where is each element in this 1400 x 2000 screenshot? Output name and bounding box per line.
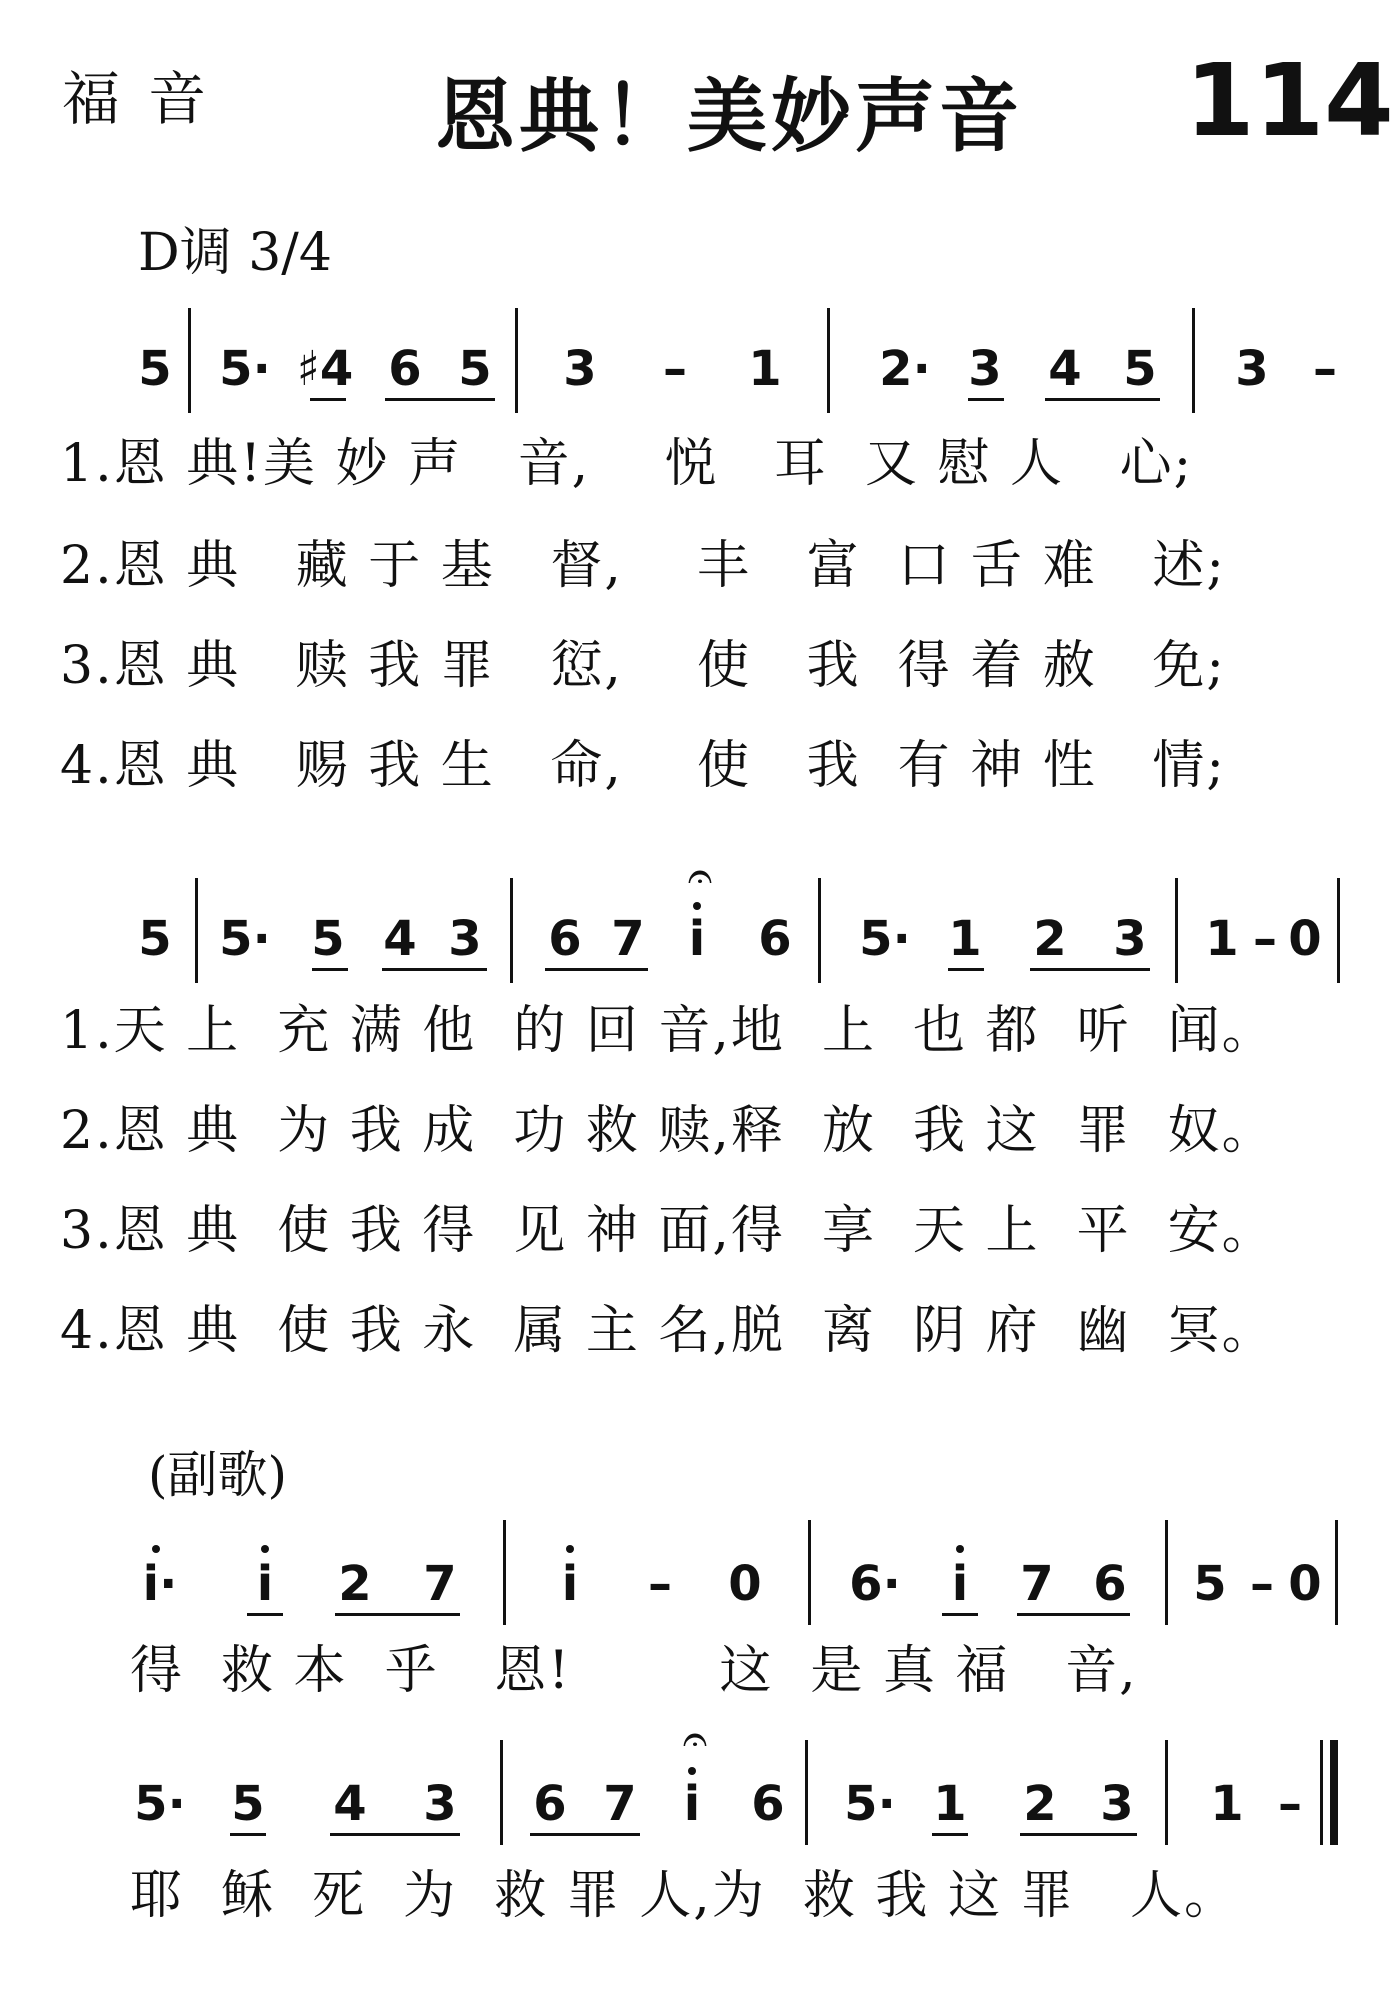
note-underline [1030,968,1150,971]
note-underline [1045,398,1160,401]
note: i [256,1556,274,1612]
high-octave-dot [693,902,701,910]
note: 6 [758,911,792,967]
note-underline [932,1833,968,1836]
bar-line [188,308,191,413]
note: – [1253,911,1277,967]
note: – [663,341,687,397]
lyric-line-1: 1.恩 典!美 妙 声 音, 悦 耳 又 慰 人 心; [60,434,1194,494]
note: 5· [844,1776,896,1832]
lyric-line-3: 3.恩 典 赎 我 罪 愆, 使 我 得 着 赦 免; [60,636,1226,696]
bar-line [1192,308,1195,413]
final-bar-line [1320,1740,1323,1845]
bar-line [818,878,821,983]
note: 1 [948,911,982,967]
note: 3 [448,911,482,967]
note: 3 [423,1776,457,1832]
note: 1 [748,341,782,397]
note-underline [1017,1613,1130,1616]
note-underline [545,968,648,971]
note: 4 [383,911,417,967]
note: 7 [1020,1556,1054,1612]
note: i [951,1556,969,1612]
hymn-title: 恩典！美妙声音 [435,70,1023,163]
hymn-number: 114 [1185,42,1394,159]
note: 1 [1205,911,1239,967]
lyric-line-2: 2.恩 典 藏 于 基 督, 丰 富 口 舌 难 述; [60,536,1226,596]
note: 6 [533,1776,567,1832]
note: i [561,1556,579,1612]
high-octave-dot [152,1545,160,1553]
note: ♯4 [296,341,354,397]
note: 6 [1093,1556,1127,1612]
note: 4 [333,1776,367,1832]
note: 6 [388,341,422,397]
note-underline [385,398,495,401]
note: 2 [1023,1776,1057,1832]
note: 2· [879,341,931,397]
note-underline [312,968,348,971]
note: i [683,1776,701,1832]
note-underline [382,968,487,971]
note: 6 [548,911,582,967]
lyric-line-2: 2.恩 典 为 我 成 功 救 赎,释 放 我 这 罪 奴。 [60,1101,1276,1161]
chorus-lyric-line-1: 得 救 本 乎 恩! 这 是 真 福 音, [130,1641,1138,1701]
lyric-line-1: 1.天 上 充 满 他 的 回 音,地 上 也 都 听 闻。 [60,1001,1276,1061]
note-underline [530,1833,640,1836]
note: 5· [859,911,911,967]
note: 3 [1113,911,1147,967]
note: 0 [1288,911,1322,967]
note-underline [968,398,1004,401]
bar-line [510,878,513,983]
note: i· [142,1556,178,1612]
note: 5 [138,341,172,397]
bar-line [500,1740,503,1845]
note: 5 [231,1776,265,1832]
note: 3 [1100,1776,1134,1832]
note: 5 [458,341,492,397]
note: 0 [728,1556,762,1612]
bar-line [1337,878,1340,983]
bar-line [1165,1740,1168,1845]
note: 6 [751,1776,785,1832]
note-underline [942,1613,978,1616]
category-label: 福音 [62,65,235,133]
note: 3 [968,341,1002,397]
note: 1 [933,1776,967,1832]
note: 6· [849,1556,901,1612]
lyric-line-3: 3.恩 典 使 我 得 见 神 面,得 享 天 上 平 安。 [60,1201,1276,1261]
note: 5· [134,1776,186,1832]
note: 5 [138,911,172,967]
note: 1 [1210,1776,1244,1832]
note: 2 [1033,911,1067,967]
final-bar-line-thick [1330,1740,1338,1845]
note: 5· [219,911,271,967]
bar-line [1175,878,1178,983]
note-underline [335,1613,460,1616]
note: 5 [311,911,345,967]
lyric-line-4: 4.恩 典 使 我 永 属 主 名,脱 离 阴 府 幽 冥。 [60,1301,1276,1361]
note: 3 [1235,341,1269,397]
chorus-label: (副歌) [148,1446,288,1504]
bar-line [805,1740,808,1845]
high-octave-dot [956,1545,964,1553]
note: 5· [219,341,271,397]
chorus-lyric-line-2: 耶 稣 死 为 救 罪 人,为 救 我 这 罪 人。 [130,1866,1239,1926]
note: 3 [563,341,597,397]
bar-line [195,878,198,983]
key-signature: D调 3/4 [138,223,332,283]
note: 4 [1048,341,1082,397]
note: i [688,911,706,967]
note: 2 [338,1556,372,1612]
note: – [1250,1556,1274,1612]
bar-line [827,308,830,413]
note-underline [247,1613,283,1616]
bar-line [515,308,518,413]
high-octave-dot [261,1545,269,1553]
high-octave-dot [566,1545,574,1553]
note: – [1278,1776,1302,1832]
note: – [1313,341,1337,397]
note: 7 [423,1556,457,1612]
note: 7 [603,1776,637,1832]
note-underline [310,398,346,401]
note-underline [948,968,984,971]
high-octave-dot [688,1767,696,1775]
note: 5 [1193,1556,1227,1612]
bar-line [1335,1520,1338,1625]
fermata-icon: 𝄐 [682,1714,708,1765]
lyric-line-4: 4.恩 典 赐 我 生 命, 使 我 有 神 性 情; [60,736,1226,796]
bar-line [503,1520,506,1625]
fermata-icon: 𝄐 [687,851,713,902]
note-underline [1020,1833,1137,1836]
bar-line [808,1520,811,1625]
note: 0 [1288,1556,1322,1612]
note-underline [230,1833,266,1836]
note: 7 [611,911,645,967]
note-underline [330,1833,460,1836]
note: – [648,1556,672,1612]
bar-line [1165,1520,1168,1625]
note: 5 [1123,341,1157,397]
